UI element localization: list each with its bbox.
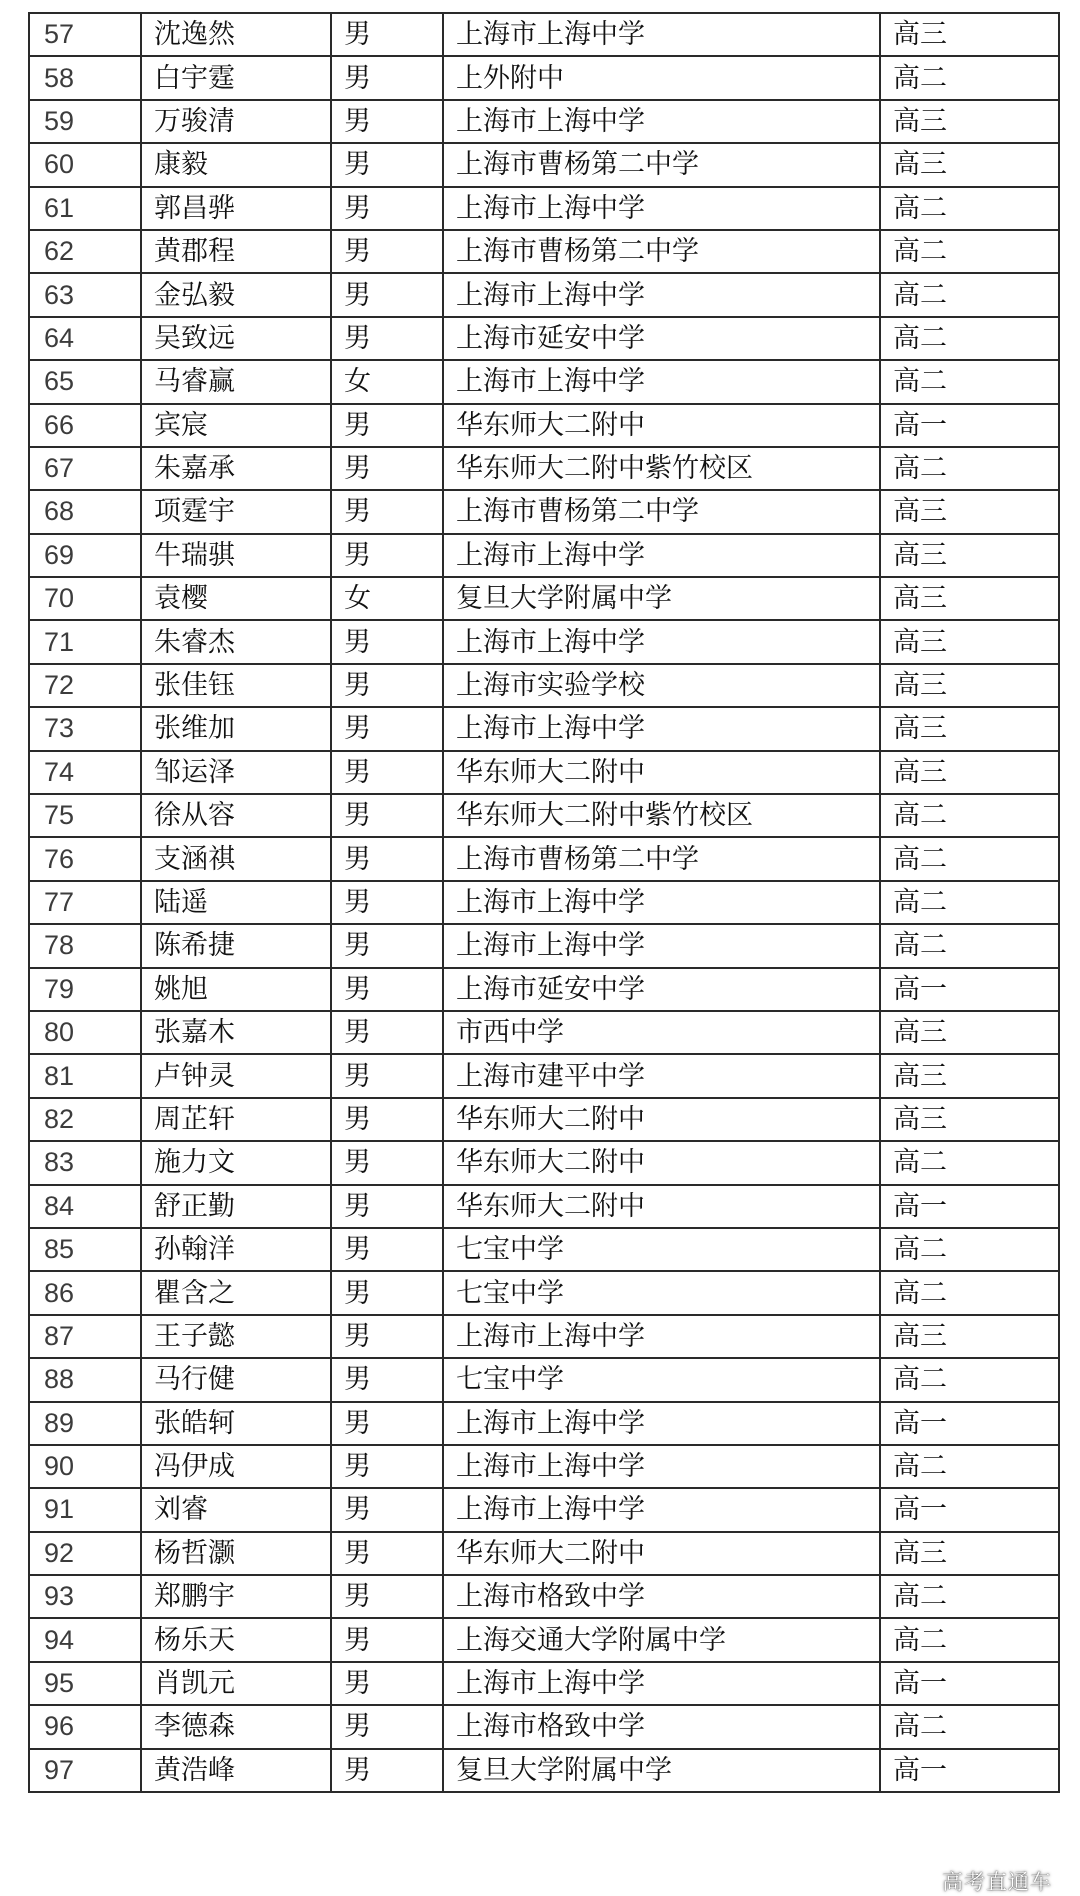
cell-gender: 男 bbox=[331, 707, 443, 750]
cell-name: 邹运泽 bbox=[141, 751, 331, 794]
cell-grade: 高二 bbox=[880, 1705, 1059, 1748]
cell-number: 80 bbox=[29, 1011, 141, 1054]
cell-gender: 男 bbox=[331, 1271, 443, 1314]
cell-school: 七宝中学 bbox=[443, 1271, 880, 1314]
cell-name: 黄浩峰 bbox=[141, 1749, 331, 1792]
cell-gender: 男 bbox=[331, 404, 443, 447]
cell-number: 85 bbox=[29, 1228, 141, 1271]
cell-number: 76 bbox=[29, 837, 141, 880]
table-row bbox=[29, 13, 1059, 56]
table-row bbox=[29, 1011, 1059, 1054]
cell-gender: 男 bbox=[331, 1054, 443, 1097]
cell-grade: 高三 bbox=[880, 13, 1059, 56]
table-row bbox=[29, 360, 1059, 403]
table-row bbox=[29, 1662, 1059, 1705]
cell-number: 57 bbox=[29, 13, 141, 56]
cell-number: 71 bbox=[29, 620, 141, 663]
cell-name: 郑鹏宇 bbox=[141, 1575, 331, 1618]
cell-name: 黄郡程 bbox=[141, 230, 331, 273]
cell-grade: 高三 bbox=[880, 751, 1059, 794]
cell-grade: 高一 bbox=[880, 968, 1059, 1011]
cell-grade: 高二 bbox=[880, 1271, 1059, 1314]
cell-school: 上海市上海中学 bbox=[443, 100, 880, 143]
cell-gender: 男 bbox=[331, 1315, 443, 1358]
cell-number: 81 bbox=[29, 1054, 141, 1097]
cell-number: 72 bbox=[29, 664, 141, 707]
cell-school: 上海市格致中学 bbox=[443, 1575, 880, 1618]
cell-grade: 高一 bbox=[880, 1662, 1059, 1705]
cell-number: 77 bbox=[29, 881, 141, 924]
cell-name: 张维加 bbox=[141, 707, 331, 750]
cell-school: 华东师大二附中 bbox=[443, 751, 880, 794]
cell-grade: 高三 bbox=[880, 490, 1059, 533]
table-row bbox=[29, 620, 1059, 663]
table-row bbox=[29, 447, 1059, 490]
cell-number: 70 bbox=[29, 577, 141, 620]
cell-grade: 高三 bbox=[880, 1315, 1059, 1358]
table-row bbox=[29, 143, 1059, 186]
cell-school: 上海市延安中学 bbox=[443, 968, 880, 1011]
cell-grade: 高一 bbox=[880, 1749, 1059, 1792]
cell-school: 华东师大二附中 bbox=[443, 1532, 880, 1575]
cell-gender: 男 bbox=[331, 187, 443, 230]
table-row bbox=[29, 404, 1059, 447]
cell-school: 上海市曹杨第二中学 bbox=[443, 490, 880, 533]
cell-school: 七宝中学 bbox=[443, 1228, 880, 1271]
cell-grade: 高二 bbox=[880, 794, 1059, 837]
table-row bbox=[29, 1054, 1059, 1097]
cell-school: 上海市延安中学 bbox=[443, 317, 880, 360]
cell-gender: 男 bbox=[331, 1228, 443, 1271]
table-row bbox=[29, 1315, 1059, 1358]
cell-grade: 高二 bbox=[880, 317, 1059, 360]
table-row bbox=[29, 924, 1059, 967]
cell-school: 上海市实验学校 bbox=[443, 664, 880, 707]
cell-grade: 高二 bbox=[880, 1141, 1059, 1184]
cell-school: 上海市上海中学 bbox=[443, 534, 880, 577]
cell-name: 王子懿 bbox=[141, 1315, 331, 1358]
cell-name: 牛瑞骐 bbox=[141, 534, 331, 577]
cell-grade: 高二 bbox=[880, 881, 1059, 924]
cell-number: 60 bbox=[29, 143, 141, 186]
cell-school: 上海市上海中学 bbox=[443, 1402, 880, 1445]
table-row bbox=[29, 1705, 1059, 1748]
table-row bbox=[29, 664, 1059, 707]
cell-gender: 男 bbox=[331, 664, 443, 707]
cell-grade: 高二 bbox=[880, 1445, 1059, 1488]
cell-number: 88 bbox=[29, 1358, 141, 1401]
cell-school: 市西中学 bbox=[443, 1011, 880, 1054]
cell-grade: 高三 bbox=[880, 143, 1059, 186]
cell-name: 张佳钰 bbox=[141, 664, 331, 707]
cell-gender: 男 bbox=[331, 100, 443, 143]
cell-gender: 男 bbox=[331, 317, 443, 360]
cell-school: 上海市上海中学 bbox=[443, 1662, 880, 1705]
cell-grade: 高三 bbox=[880, 1098, 1059, 1141]
cell-school: 华东师大二附中 bbox=[443, 1185, 880, 1228]
table-row bbox=[29, 751, 1059, 794]
cell-number: 64 bbox=[29, 317, 141, 360]
cell-number: 97 bbox=[29, 1749, 141, 1792]
table-row bbox=[29, 490, 1059, 533]
cell-gender: 男 bbox=[331, 1445, 443, 1488]
cell-grade: 高二 bbox=[880, 447, 1059, 490]
cell-number: 93 bbox=[29, 1575, 141, 1618]
cell-gender: 男 bbox=[331, 1749, 443, 1792]
table-row bbox=[29, 837, 1059, 880]
cell-number: 59 bbox=[29, 100, 141, 143]
cell-grade: 高二 bbox=[880, 56, 1059, 99]
table-row bbox=[29, 273, 1059, 316]
cell-name: 李德森 bbox=[141, 1705, 331, 1748]
cell-gender: 男 bbox=[331, 620, 443, 663]
cell-school: 华东师大二附中紫竹校区 bbox=[443, 447, 880, 490]
cell-grade: 高二 bbox=[880, 187, 1059, 230]
cell-number: 75 bbox=[29, 794, 141, 837]
cell-gender: 男 bbox=[331, 1705, 443, 1748]
table-row bbox=[29, 968, 1059, 1011]
cell-school: 上海市上海中学 bbox=[443, 1315, 880, 1358]
cell-school: 上海市上海中学 bbox=[443, 707, 880, 750]
cell-number: 78 bbox=[29, 924, 141, 967]
cell-gender: 男 bbox=[331, 490, 443, 533]
cell-name: 马睿赢 bbox=[141, 360, 331, 403]
cell-gender: 男 bbox=[331, 1662, 443, 1705]
cell-name: 马行健 bbox=[141, 1358, 331, 1401]
cell-gender: 女 bbox=[331, 577, 443, 620]
cell-number: 63 bbox=[29, 273, 141, 316]
cell-number: 84 bbox=[29, 1185, 141, 1228]
cell-gender: 男 bbox=[331, 1402, 443, 1445]
table-row bbox=[29, 1228, 1059, 1271]
cell-name: 陈希捷 bbox=[141, 924, 331, 967]
cell-name: 支涵祺 bbox=[141, 837, 331, 880]
cell-number: 91 bbox=[29, 1488, 141, 1531]
cell-school: 上海市上海中学 bbox=[443, 187, 880, 230]
cell-grade: 高三 bbox=[880, 577, 1059, 620]
table-row bbox=[29, 1575, 1059, 1618]
cell-grade: 高三 bbox=[880, 707, 1059, 750]
cell-number: 69 bbox=[29, 534, 141, 577]
cell-gender: 男 bbox=[331, 837, 443, 880]
cell-gender: 男 bbox=[331, 13, 443, 56]
cell-number: 58 bbox=[29, 56, 141, 99]
cell-grade: 高一 bbox=[880, 1488, 1059, 1531]
cell-grade: 高三 bbox=[880, 1054, 1059, 1097]
cell-grade: 高二 bbox=[880, 1358, 1059, 1401]
cell-school: 上海市上海中学 bbox=[443, 1445, 880, 1488]
table-row bbox=[29, 1445, 1059, 1488]
cell-school: 上海市上海中学 bbox=[443, 924, 880, 967]
cell-name: 沈逸然 bbox=[141, 13, 331, 56]
cell-number: 61 bbox=[29, 187, 141, 230]
cell-name: 项霆宇 bbox=[141, 490, 331, 533]
cell-gender: 男 bbox=[331, 230, 443, 273]
cell-grade: 高一 bbox=[880, 1185, 1059, 1228]
cell-gender: 男 bbox=[331, 1358, 443, 1401]
cell-number: 65 bbox=[29, 360, 141, 403]
cell-name: 刘睿 bbox=[141, 1488, 331, 1531]
cell-gender: 男 bbox=[331, 1098, 443, 1141]
table-row bbox=[29, 100, 1059, 143]
cell-number: 79 bbox=[29, 968, 141, 1011]
cell-name: 朱睿杰 bbox=[141, 620, 331, 663]
cell-school: 复旦大学附属中学 bbox=[443, 1749, 880, 1792]
cell-grade: 高一 bbox=[880, 404, 1059, 447]
table-row bbox=[29, 56, 1059, 99]
table-row bbox=[29, 1749, 1059, 1792]
cell-grade: 高二 bbox=[880, 837, 1059, 880]
cell-name: 康毅 bbox=[141, 143, 331, 186]
cell-name: 孙翰洋 bbox=[141, 1228, 331, 1271]
cell-number: 95 bbox=[29, 1662, 141, 1705]
cell-school: 上海市格致中学 bbox=[443, 1705, 880, 1748]
cell-name: 张嘉木 bbox=[141, 1011, 331, 1054]
cell-number: 92 bbox=[29, 1532, 141, 1575]
cell-school: 上海市上海中学 bbox=[443, 13, 880, 56]
cell-name: 姚旭 bbox=[141, 968, 331, 1011]
cell-number: 68 bbox=[29, 490, 141, 533]
cell-name: 舒正勤 bbox=[141, 1185, 331, 1228]
table-row bbox=[29, 1185, 1059, 1228]
cell-name: 吴致远 bbox=[141, 317, 331, 360]
cell-grade: 高二 bbox=[880, 1228, 1059, 1271]
cell-name: 瞿含之 bbox=[141, 1271, 331, 1314]
table-row bbox=[29, 1618, 1059, 1661]
cell-school: 上外附中 bbox=[443, 56, 880, 99]
cell-gender: 男 bbox=[331, 881, 443, 924]
cell-name: 施力文 bbox=[141, 1141, 331, 1184]
cell-school: 华东师大二附中紫竹校区 bbox=[443, 794, 880, 837]
table-row bbox=[29, 1358, 1059, 1401]
cell-gender: 男 bbox=[331, 1488, 443, 1531]
cell-grade: 高三 bbox=[880, 664, 1059, 707]
cell-grade: 高三 bbox=[880, 100, 1059, 143]
cell-name: 朱嘉承 bbox=[141, 447, 331, 490]
cell-grade: 高一 bbox=[880, 1402, 1059, 1445]
roster-table bbox=[28, 12, 1060, 1793]
cell-gender: 男 bbox=[331, 968, 443, 1011]
cell-number: 94 bbox=[29, 1618, 141, 1661]
cell-number: 66 bbox=[29, 404, 141, 447]
cell-grade: 高二 bbox=[880, 230, 1059, 273]
cell-grade: 高三 bbox=[880, 1532, 1059, 1575]
cell-gender: 男 bbox=[331, 143, 443, 186]
cell-school: 上海市曹杨第二中学 bbox=[443, 230, 880, 273]
cell-name: 杨乐天 bbox=[141, 1618, 331, 1661]
cell-grade: 高三 bbox=[880, 620, 1059, 663]
table-row bbox=[29, 1532, 1059, 1575]
cell-gender: 男 bbox=[331, 534, 443, 577]
cell-grade: 高三 bbox=[880, 534, 1059, 577]
cell-school: 华东师大二附中 bbox=[443, 404, 880, 447]
cell-gender: 男 bbox=[331, 1532, 443, 1575]
cell-grade: 高二 bbox=[880, 924, 1059, 967]
cell-school: 上海市上海中学 bbox=[443, 620, 880, 663]
cell-name: 金弘毅 bbox=[141, 273, 331, 316]
cell-school: 上海市建平中学 bbox=[443, 1054, 880, 1097]
cell-gender: 男 bbox=[331, 794, 443, 837]
cell-gender: 男 bbox=[331, 1185, 443, 1228]
cell-gender: 男 bbox=[331, 1011, 443, 1054]
cell-name: 陆遥 bbox=[141, 881, 331, 924]
table-row bbox=[29, 881, 1059, 924]
cell-grade: 高二 bbox=[880, 1618, 1059, 1661]
watermark-text: 高考直通车 bbox=[942, 1870, 1052, 1894]
cell-school: 上海交通大学附属中学 bbox=[443, 1618, 880, 1661]
cell-number: 89 bbox=[29, 1402, 141, 1445]
cell-name: 杨哲灏 bbox=[141, 1532, 331, 1575]
cell-name: 张皓轲 bbox=[141, 1402, 331, 1445]
cell-school: 上海市曹杨第二中学 bbox=[443, 143, 880, 186]
table-row bbox=[29, 794, 1059, 837]
cell-school: 上海市上海中学 bbox=[443, 881, 880, 924]
cell-name: 冯伊成 bbox=[141, 1445, 331, 1488]
cell-school: 七宝中学 bbox=[443, 1358, 880, 1401]
roster-body bbox=[29, 13, 1059, 1792]
cell-gender: 男 bbox=[331, 751, 443, 794]
cell-number: 86 bbox=[29, 1271, 141, 1314]
cell-name: 宾宸 bbox=[141, 404, 331, 447]
cell-name: 徐从容 bbox=[141, 794, 331, 837]
table-row bbox=[29, 187, 1059, 230]
table-row bbox=[29, 1402, 1059, 1445]
cell-school: 上海市上海中学 bbox=[443, 273, 880, 316]
cell-school: 复旦大学附属中学 bbox=[443, 577, 880, 620]
cell-gender: 女 bbox=[331, 360, 443, 403]
cell-number: 73 bbox=[29, 707, 141, 750]
table-row bbox=[29, 1098, 1059, 1141]
table-row bbox=[29, 707, 1059, 750]
cell-number: 83 bbox=[29, 1141, 141, 1184]
table-row bbox=[29, 534, 1059, 577]
cell-number: 87 bbox=[29, 1315, 141, 1358]
cell-school: 上海市上海中学 bbox=[443, 1488, 880, 1531]
cell-number: 62 bbox=[29, 230, 141, 273]
cell-number: 96 bbox=[29, 1705, 141, 1748]
cell-gender: 男 bbox=[331, 1575, 443, 1618]
cell-number: 74 bbox=[29, 751, 141, 794]
cell-name: 郭昌骅 bbox=[141, 187, 331, 230]
cell-number: 90 bbox=[29, 1445, 141, 1488]
table-row bbox=[29, 1141, 1059, 1184]
cell-gender: 男 bbox=[331, 1141, 443, 1184]
cell-gender: 男 bbox=[331, 447, 443, 490]
cell-grade: 高二 bbox=[880, 1575, 1059, 1618]
table-row bbox=[29, 1271, 1059, 1314]
cell-name: 周芷轩 bbox=[141, 1098, 331, 1141]
cell-gender: 男 bbox=[331, 273, 443, 316]
cell-school: 上海市曹杨第二中学 bbox=[443, 837, 880, 880]
cell-name: 肖凯元 bbox=[141, 1662, 331, 1705]
cell-name: 万骏清 bbox=[141, 100, 331, 143]
cell-grade: 高二 bbox=[880, 273, 1059, 316]
cell-gender: 男 bbox=[331, 56, 443, 99]
cell-gender: 男 bbox=[331, 1618, 443, 1661]
table-row bbox=[29, 577, 1059, 620]
table-row bbox=[29, 230, 1059, 273]
cell-gender: 男 bbox=[331, 924, 443, 967]
cell-school: 上海市上海中学 bbox=[443, 360, 880, 403]
cell-name: 袁樱 bbox=[141, 577, 331, 620]
cell-school: 华东师大二附中 bbox=[443, 1141, 880, 1184]
cell-number: 82 bbox=[29, 1098, 141, 1141]
cell-grade: 高二 bbox=[880, 360, 1059, 403]
table-row bbox=[29, 317, 1059, 360]
cell-grade: 高三 bbox=[880, 1011, 1059, 1054]
cell-school: 华东师大二附中 bbox=[443, 1098, 880, 1141]
table-row bbox=[29, 1488, 1059, 1531]
cell-name: 卢钟灵 bbox=[141, 1054, 331, 1097]
cell-name: 白宇霆 bbox=[141, 56, 331, 99]
cell-number: 67 bbox=[29, 447, 141, 490]
